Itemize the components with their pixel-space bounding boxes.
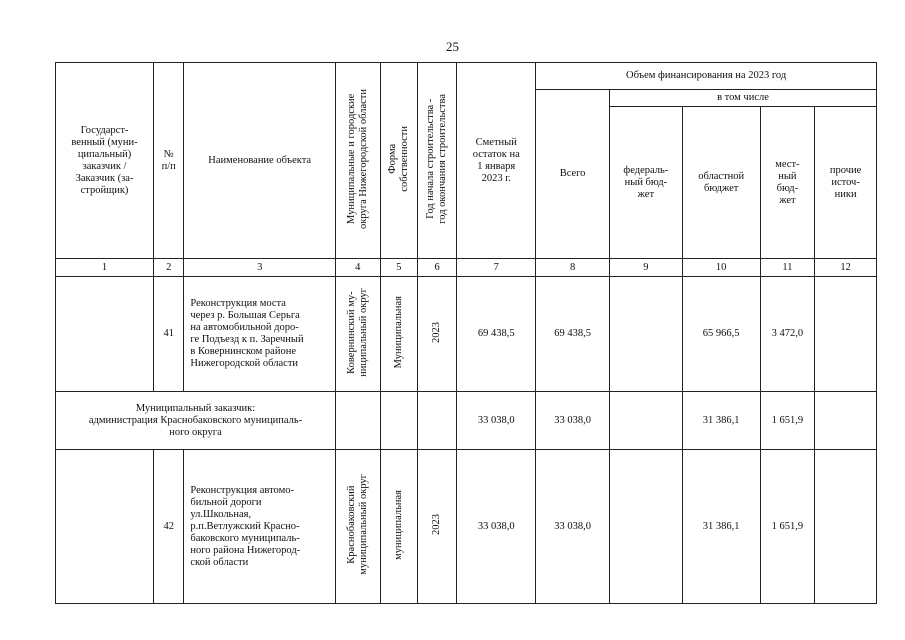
row-total: 33 038,0 [536,392,610,450]
row-regional: 31 386,1 [682,450,760,604]
col-num-3: 3 [184,259,336,277]
col-num-7: 7 [457,259,536,277]
col-num-6: 6 [417,259,456,277]
header-other: прочие источ- ники [815,107,877,259]
header-local: мест- ный бюд- жет [760,107,815,259]
header-object-name: Наименование объекта [184,63,336,259]
table-row [56,392,877,450]
row-regional: 65 966,5 [682,277,760,392]
header-municipality: Муниципальные и городские округа Нижегородской области [336,63,380,259]
row-local: 1 651,9 [760,392,815,450]
row-federal [609,277,682,392]
row-estimate: 33 038,0 [457,392,536,450]
row-estimate: 33 038,0 [457,450,536,604]
row-federal [609,392,682,450]
row-total: 33 038,0 [536,450,610,604]
row-customer [56,277,154,392]
row-total: 69 438,5 [536,277,610,392]
row-years: 2023 [417,450,456,604]
row-municipality: Ковернинский му- ниципальный округ [336,277,380,392]
col-num-9: 9 [609,259,682,277]
col-num-11: 11 [760,259,815,277]
header-ownership: Форма собственности [380,63,417,259]
municipal-customer-label: Муниципальный заказчик: администрация Краснобаковского муниципаль- ного округа [56,392,336,450]
row-number: 41 [154,277,184,392]
page-number: 25 [446,39,459,54]
row-ownership [380,392,417,450]
row-number: 42 [154,450,184,604]
header-financing: Объем финансирования на 2023 год [536,63,877,90]
header-regional: областной бюджет [682,107,760,259]
col-num-4: 4 [336,259,380,277]
table-row [56,450,877,604]
header-number: № п/п [154,63,184,259]
header-estimate: Сметный остаток на 1 января 2023 г. [457,63,536,259]
col-num-10: 10 [682,259,760,277]
row-municipality [336,392,380,450]
col-num-12: 12 [815,259,877,277]
financing-table [55,62,877,604]
row-local: 1 651,9 [760,450,815,604]
row-municipality: Краснобаковский муниципальный округ [336,450,380,604]
col-num-8: 8 [536,259,610,277]
header-including: в том числе [609,90,876,107]
row-years: 2023 [417,277,456,392]
col-num-5: 5 [380,259,417,277]
column-number-row [56,259,877,277]
row-federal [609,450,682,604]
row-years [417,392,456,450]
header-customer: Государст- венный (муни- ципальный) заказчик / Заказчик (за- стройщик) [56,63,154,259]
header-federal: федераль- ный бюд- жет [609,107,682,259]
row-regional: 31 386,1 [682,392,760,450]
col-num-2: 2 [154,259,184,277]
row-customer [56,450,154,604]
header-years: Год начала строительства - год окончания строительства [417,63,456,259]
table-row [56,277,877,392]
row-object-name: Реконструкция моста через р. Большая Серьга на автомобильной доро- ге Подъезд к п. Заречный в Ковернинском районе Нижегородской области [184,277,336,392]
row-object-name: Реконструкция автомо- бильной дороги ул.Школьная, р.п.Ветлужский Красно- баковского муниципаль- ного района Нижегород- ской области [184,450,336,604]
col-num-1: 1 [56,259,154,277]
header-total: Всего [536,90,610,259]
row-other [815,450,877,604]
row-ownership: муниципальная [380,450,417,604]
row-other [815,277,877,392]
row-estimate: 69 438,5 [457,277,536,392]
row-other [815,392,877,450]
row-local: 3 472,0 [760,277,815,392]
row-ownership: Муниципальная [380,277,417,392]
